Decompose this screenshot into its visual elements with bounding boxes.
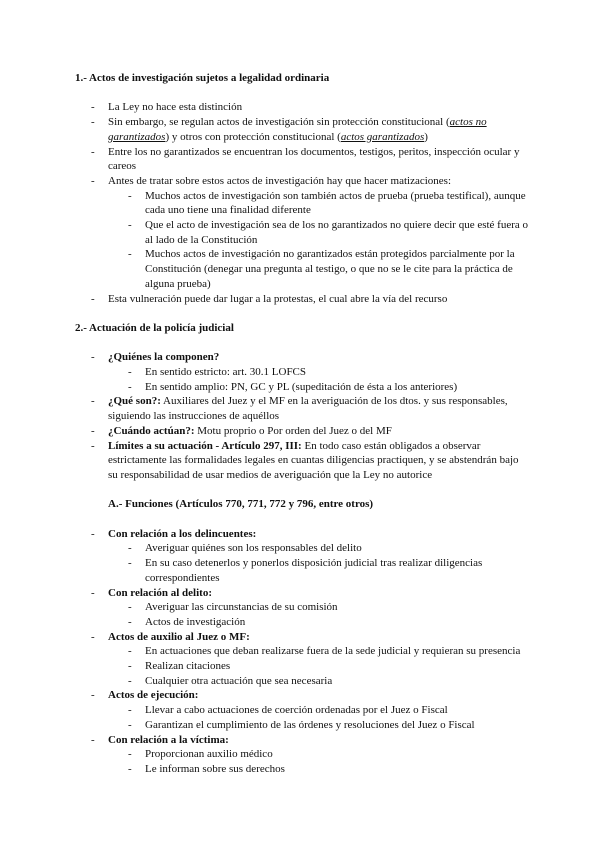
list-item [0,292,530,307]
item-text: Motu proprio o Por orden del Juez o del MF [194,424,392,437]
dash-bullet: - [128,645,132,658]
list-item [0,630,530,645]
list-item [0,115,530,144]
item-text: Actos de investigación [145,615,246,628]
item-text: La Ley no hace esta distinción [108,101,243,114]
list-item [0,424,530,439]
dash-bullet: - [128,762,132,775]
dash-bullet: - [91,116,95,129]
item-text: Auxiliares del Juez y el MF en la averiguación de los dtos. y sus responsables, siguiendo las instrucciones de aquéllos [108,395,508,423]
dash-bullet: - [128,189,132,202]
item-label: Con relación a los delincuentes: [108,527,257,540]
dash-bullet: - [91,527,95,540]
item-text: En sentido amplio: PN, GC y PL (supeditación de ésta a los anteriores) [145,380,458,393]
emphasis-text: actos garantizados [340,130,425,143]
dash-bullet: - [91,733,95,746]
list-item [0,145,530,174]
item-label: ¿Qué son?: [108,395,161,408]
dash-bullet: - [128,615,132,628]
item-text: En actuaciones que deban realizarse fuera de la sede judicial y requieran su presencia [145,645,521,658]
dash-bullet: - [128,748,132,761]
sub-list-item [0,615,530,630]
item-text: En todo caso están obligados a observar estrictamente las formalidades legales en cuantas diligencias practiquen, y se abstendrán bajo su responsabilidad de usar medios de averiguación que la Ley no autorice [108,439,519,481]
dash-bullet: - [128,601,132,614]
list-item [0,733,530,748]
dash-bullet: - [91,145,95,158]
item-text: Esta vulneración puede dar lugar a la protestas, el cual abre la vía del recurso [108,292,448,305]
item-label: ¿Quiénes la componen? [108,351,220,364]
item-text: En su caso detenerlos y ponerlos disposición judicial tras realizar diligencias correspondientes [145,557,483,584]
item-text: Averiguar las circunstancias de su comisión [145,601,338,614]
item-text: Que el acto de investigación sea de los no garantizados no quiere decir que esté fuera o al lado de la Constitución [145,219,529,246]
item-text: Cualquier otra actuación que sea necesaria [145,674,333,687]
item-text: Proporcionan auxilio médico [145,748,273,761]
dash-bullet: - [128,366,132,379]
dash-bullet: - [128,542,132,555]
dash-bullet: - [91,439,95,452]
sub-list-item [0,247,530,291]
section-2-heading: 2.- Actuación de la policía judicial [75,321,234,334]
dash-bullet: - [128,718,132,731]
dash-bullet: - [91,292,95,305]
section-2-list [0,350,600,482]
list-item [0,527,530,542]
item-text: Muchos actos de investigación no garantizados están protegidos parcialmente por la Constitución (denegar una pregunta al testigo, o que no se le cite para la práctica de alguna prueba) [145,248,515,290]
item-label: Actos de auxilio al Juez o MF: [108,630,250,643]
dash-bullet: - [91,174,95,187]
sub-list-item [0,218,530,247]
section-1-list [0,100,600,306]
item-text: Entre los no garantizados se encuentran los documentos, testigos, peritos, inspección ocular y careos [108,145,520,173]
functions-subheading: A.- Funciones (Artículos 770, 771, 772 y 796, entre otros) [108,498,374,511]
list-item [0,174,530,189]
item-label: Actos de ejecución: [108,689,199,702]
dash-bullet: - [128,660,132,673]
dash-bullet: - [128,248,132,261]
list-item [0,688,530,703]
dash-bullet: - [128,704,132,717]
dash-bullet: - [128,380,132,393]
document-page [0,71,600,777]
list-item [0,394,530,423]
sub-list-item [0,189,530,218]
item-label: Con relación al delito: [108,586,212,599]
dash-bullet: - [91,395,95,408]
sub-list-item [0,762,530,777]
dash-bullet: - [128,557,132,570]
list-item [0,586,530,601]
item-text: ) [424,130,428,143]
item-text: Averiguar quiénes son los responsables del delito [145,542,362,555]
sub-list-item [0,541,530,556]
item-label: ¿Cuándo actúan?: [108,424,195,437]
item-label: Límites a su actuación - Artículo 297, III: [108,439,302,452]
sub-list-item [0,718,530,733]
dash-bullet: - [128,219,132,232]
item-text: Muchos actos de investigación son también actos de prueba (prueba testifical), aunque cada uno tiene una finalidad diferente [145,189,526,217]
item-text: Garantizan el cumplimiento de las órdenes y resoluciones del Juez o Fiscal [145,718,475,731]
emphasis-text: actos no garantizados [108,116,487,143]
dash-bullet: - [91,351,95,364]
dash-bullet: - [91,424,95,437]
list-item [0,100,530,115]
functions-list [0,527,600,777]
dash-bullet: - [91,101,95,114]
dash-bullet: - [91,630,95,643]
sub-list-item [0,556,530,585]
sub-list-item [0,365,530,380]
item-text: Llevar a cabo actuaciones de coerción ordenadas por el Juez o Fiscal [145,704,448,717]
sub-list-item [0,644,530,659]
item-text: Realizan citaciones [145,660,231,673]
item-text: Sin embargo, se regulan actos de investigación sin protección constitucional ( [108,116,450,129]
sub-list-item [0,380,530,395]
sub-list-item [0,659,530,674]
list-item [0,350,530,365]
dash-bullet: - [91,689,95,702]
item-text: En sentido estricto: art. 30.1 LOFCS [145,366,307,379]
sub-list-item [0,674,530,689]
sub-list-item [0,703,530,718]
item-text: Le informan sobre sus derechos [145,762,285,775]
list-item [0,439,530,483]
dash-bullet: - [91,586,95,599]
dash-bullet: - [128,674,132,687]
item-text: ) y otros con protección constitucional ( [165,130,341,143]
item-text: Antes de tratar sobre estos actos de investigación hay que hacer matizaciones: [108,174,452,187]
item-label: Con relación a la víctima: [108,733,229,746]
sub-list-item [0,747,530,762]
sub-list-item [0,600,530,615]
section-1-heading: 1.- Actos de investigación sujetos a legalidad ordinaria [75,72,330,84]
